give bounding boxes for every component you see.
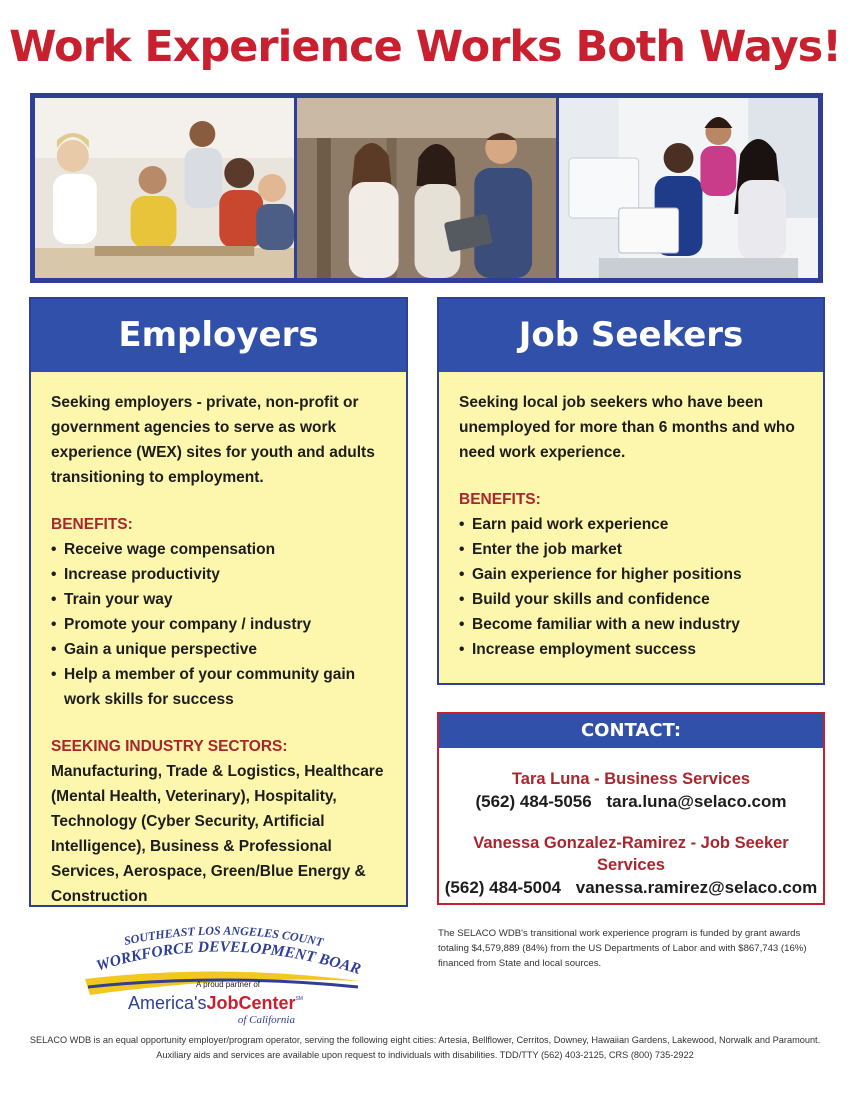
- list-item: • Gain experience for higher positions: [459, 562, 805, 587]
- sectors-text: Manufacturing, Trade & Logistics, Healthcare (Mental Health, Veterinary), Hospitality, Technology (Cyber Security, Artificial Intelligence), Business & Professional Services, Aerospace, Green/Blue Energy & Construction: [51, 763, 384, 905]
- colleagues-tablet-photo: [297, 98, 556, 278]
- logo-brand-c: of California: [237, 1014, 295, 1026]
- computer-group-photo: [559, 98, 818, 278]
- logo-tm: SM: [295, 996, 303, 1002]
- contact-box: [437, 712, 825, 905]
- sectors-label: SEEKING INDUSTRY SECTORS:: [51, 738, 288, 755]
- logo-partner: A proud partner of: [195, 980, 261, 989]
- logo-line1: SOUTHEAST LOS ANGELES COUNT: [122, 925, 325, 950]
- employers-panel: [29, 297, 408, 907]
- footer-line1: SELACO WDB is an equal opportunity employer/program operator, serving the following eight cities: Artesia, Bellflower, Cerritos, Downey, Hawaiian Gardens, Lakewood, Norwalk and Paramount.: [29, 1035, 821, 1045]
- job-seekers-benefits-list: [459, 512, 805, 662]
- list-item: • Increase productivity: [51, 562, 388, 587]
- logo-brand-a: America's: [128, 993, 207, 1013]
- contact-email[interactable]: vanessa.ramirez@selaco.com: [575, 878, 818, 897]
- employers-benefits-label: BENEFITS:: [51, 516, 133, 533]
- contact-name: Tara Luna - Business Services: [511, 770, 751, 788]
- list-item: • Increase employment success: [459, 637, 805, 662]
- svg-text:America'sJobCenterSM: [128, 993, 303, 1013]
- employers-intro: Seeking employers - private, non-profit or government agencies to serve as work experience (WEX) sites for youth and adults transitioning to employment.: [51, 394, 375, 486]
- contact-name: Vanessa Gonzalez-Ramirez - Job Seeker Services: [473, 834, 789, 874]
- list-item: • Receive wage compensation: [51, 537, 388, 562]
- funding-note: The SELACO WDB's transitional work experience program is funded by grant awards totaling $4,579,889 (84%) from the US Departments of Labor and with $867,743 (16%) financed from State and local sources.: [438, 928, 807, 969]
- list-item: • Enter the job market: [459, 537, 805, 562]
- logo-brand-b: JobCenter: [206, 993, 296, 1013]
- list-item: • Promote your company / industry: [51, 612, 388, 637]
- page-title: Work Experience Works Both Ways!: [9, 22, 841, 72]
- list-item: • Train your way: [51, 587, 388, 612]
- list-item: • Help a member of your community gain work skills for success: [51, 662, 388, 712]
- employers-benefits-list: [51, 537, 388, 712]
- team-meeting-photo: [35, 98, 294, 278]
- footer-line2: Auxiliary aids and services are available upon request to individuals with disabilities. TDD/TTY (562) 403-2125, CRS (800) 735-2922: [156, 1050, 694, 1060]
- job-seekers-panel: [437, 297, 825, 685]
- list-item: • Become familiar with a new industry: [459, 612, 805, 637]
- logo-line2: WORKFORCE DEVELOPMENT BOAR: [94, 938, 363, 979]
- contact-person-jobseeker: [439, 832, 823, 900]
- contact-phone[interactable]: (562) 484-5004: [444, 878, 562, 897]
- selaco-wdb-logo: [80, 925, 370, 1030]
- contact-heading: CONTACT:: [439, 714, 823, 748]
- contact-email[interactable]: tara.luna@selaco.com: [606, 792, 787, 811]
- list-item: • Gain a unique perspective: [51, 637, 388, 662]
- employers-heading: Employers: [31, 299, 406, 372]
- list-item: • Earn paid work experience: [459, 512, 805, 537]
- contact-phone[interactable]: (562) 484-5056: [475, 792, 592, 811]
- contact-person-business: [439, 768, 823, 814]
- photo-strip: [30, 93, 823, 283]
- job-seekers-intro: Seeking local job seekers who have been unemployed for more than 6 months and who need work experience.: [459, 394, 795, 461]
- list-item: • Build your skills and confidence: [459, 587, 805, 612]
- job-seekers-benefits-label: BENEFITS:: [459, 491, 541, 508]
- job-seekers-heading: Job Seekers: [439, 299, 823, 372]
- footer: [0, 1033, 850, 1063]
